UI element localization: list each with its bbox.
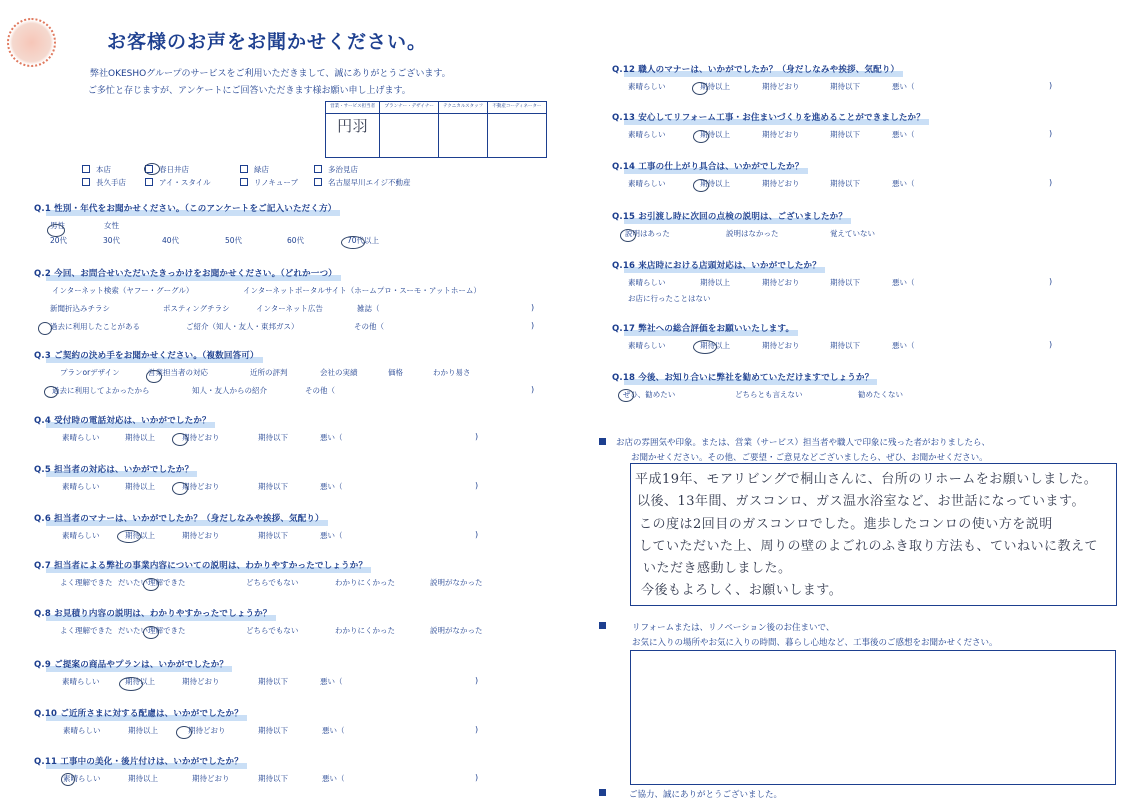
answer-option[interactable]: 期待以上 <box>700 82 730 91</box>
answer-option[interactable]: インターネット広告 <box>256 304 323 313</box>
answer-option[interactable]: 雑誌（ <box>357 304 380 313</box>
answer-circle <box>693 179 709 192</box>
handwritten-line: していただいた上、周りの壁のよごれのふき取り方法も、ていねいに教えて <box>639 539 1099 554</box>
answer-circle <box>144 163 160 175</box>
intro-line-2: ご多忙と存じますが、アンケートにご回答いただきます様お願い申し上げます。 <box>88 86 411 96</box>
answer-circle <box>341 236 365 249</box>
answer-option[interactable]: 悪い（ <box>320 433 343 442</box>
answer-option[interactable]: 素晴らしい <box>628 82 666 91</box>
answer-option[interactable]: 期待以下 <box>258 677 288 686</box>
seal-stamp <box>7 18 56 67</box>
close-paren: ) <box>475 481 479 490</box>
answer-option[interactable]: 悪い（ <box>892 341 915 350</box>
question-text <box>612 210 847 222</box>
answer-option[interactable]: 勧めたくない <box>858 390 903 399</box>
question-text <box>612 259 821 271</box>
answer-option[interactable]: 素晴らしい <box>628 179 666 188</box>
answer-option[interactable]: よく理解できた <box>60 626 113 635</box>
answer-option[interactable]: 期待以下 <box>830 278 860 287</box>
answer-option[interactable]: 過去に利用してよかったから <box>52 386 150 395</box>
answer-option[interactable]: 期待以下 <box>258 433 288 442</box>
answer-circle <box>117 530 141 543</box>
answer-option[interactable]: その他（ <box>305 386 335 395</box>
close-paren: ) <box>475 432 479 441</box>
close-paren: ) <box>475 773 479 782</box>
question-label: Q.5 担当者の対応は、いかがでしたか？ <box>34 465 194 475</box>
answer-option[interactable]: どちらでもない <box>246 626 299 635</box>
answer-option[interactable]: 期待どおり <box>182 482 220 491</box>
answer-option[interactable]: 期待どおり <box>762 82 800 91</box>
answer-circle <box>693 130 709 143</box>
store-label: 名古屋早川エイジ不動産 <box>328 178 411 187</box>
answer-option[interactable]: 期待どおり <box>762 278 800 287</box>
answer-option[interactable]: 説明がなかった <box>430 578 483 587</box>
close-paren: ) <box>1049 81 1053 90</box>
question-text <box>34 349 259 361</box>
store-checkbox[interactable] <box>240 165 248 173</box>
answer-circle <box>119 677 143 691</box>
answer-circle <box>44 386 58 398</box>
answer-circle <box>38 322 52 335</box>
question-label: Q.15 お引渡し時に次回の点検の説明は、ございましたか？ <box>612 212 848 222</box>
close-paren: ) <box>1049 178 1053 187</box>
answer-option[interactable]: 悪い（ <box>322 726 345 735</box>
bullet-square <box>599 622 606 629</box>
answer-option[interactable]: 知人・友人からの紹介 <box>192 386 267 395</box>
answer-circle <box>693 340 717 354</box>
answer-option[interactable]: プランorデザイン <box>60 368 120 377</box>
handwritten-line: 以後、13年間、ガスコンロ、ガス温水浴室など、お世話になっています。 <box>637 494 1085 509</box>
thanks-message: ご協力、誠にありがとうございました。 <box>629 790 783 800</box>
answer-option[interactable]: わかり易さ <box>433 368 471 377</box>
answer-option[interactable]: 素晴らしい <box>628 278 666 287</box>
store-checkbox[interactable] <box>240 178 248 186</box>
handwritten-line: 平成19年、モアリビングで桐山さんに、台所のリホームをお願いしました。 <box>635 472 1098 487</box>
comment-prompt-2b: お気に入りの場所やお気に入りの時間、暮らし心地など、工事後のご感想をお聞かせください。 <box>632 638 998 648</box>
close-paren: ) <box>531 303 535 312</box>
intro-line-1: 弊社OKESHOグループのサービスをご利用いただきまして、誠にありがとうございます。 <box>90 69 451 79</box>
answer-option[interactable]: 期待以上 <box>700 179 730 188</box>
answer-option[interactable]: 悪い（ <box>892 179 915 188</box>
store-checkbox[interactable] <box>82 178 90 186</box>
answer-option[interactable]: わかりにくかった <box>335 578 395 587</box>
question-label: Q.13 安心してリフォーム工事・お住まいづくりを進めることができましたか？ <box>612 113 925 123</box>
store-checkbox[interactable] <box>314 165 322 173</box>
answer-option[interactable]: 素晴らしい <box>63 774 101 783</box>
answer-circle <box>143 626 159 639</box>
question-text <box>612 160 804 172</box>
answer-option[interactable]: 期待以上 <box>125 531 155 540</box>
answer-option[interactable]: だいたい理解できた <box>118 626 186 635</box>
question-label: Q.12 職人のマナーは、いかがでしたか？（身だしなみや挨拶、気配り） <box>612 65 900 75</box>
answer-option[interactable]: 20代 <box>50 236 68 245</box>
answer-option[interactable]: 期待以上 <box>125 482 155 491</box>
close-paren: ) <box>475 725 479 734</box>
question-text <box>34 559 367 571</box>
question-label: Q.16 来店時における店頭対応は、いかがでしたか？ <box>612 261 821 271</box>
question-label: Q.17 弊社への総合評価をお願いいたします。 <box>612 324 795 334</box>
staff-header: 不動産コーディネーター <box>488 102 547 114</box>
answer-circle <box>172 482 188 495</box>
answer-option[interactable]: 悪い（ <box>892 82 915 91</box>
question-text <box>612 371 873 383</box>
answer-option[interactable]: 営業担当者の対応 <box>148 368 208 377</box>
comment-prompt-2a: リフォームまたは、リノベーション後のお住まいで、 <box>632 623 835 633</box>
answer-option[interactable]: どちらとも言えない <box>735 390 803 399</box>
staff-header: 営業・サービス担当者 <box>326 102 380 114</box>
question-text <box>34 755 243 767</box>
answer-option[interactable]: 悪い（ <box>320 677 343 686</box>
answer-option[interactable]: 期待どおり <box>192 774 230 783</box>
question-text <box>34 658 228 670</box>
answer-option[interactable]: 期待どおり <box>182 531 220 540</box>
answer-option[interactable]: どちらでもない <box>246 578 299 587</box>
handwritten-staff-name: 円羽 <box>337 117 369 135</box>
answer-option[interactable]: 期待どおり <box>182 677 220 686</box>
store-label: アイ・スタイル <box>159 178 211 187</box>
answer-option[interactable]: 期待以下 <box>830 82 860 91</box>
handwritten-line: 今後もよろしく、お願いします。 <box>641 583 843 598</box>
answer-circle <box>620 229 636 242</box>
answer-option[interactable]: 期待以下 <box>258 774 288 783</box>
answer-option[interactable]: 悪い（ <box>892 130 915 139</box>
answer-option[interactable]: 覚えていない <box>830 229 875 238</box>
answer-option[interactable]: 近所の評判 <box>250 368 288 377</box>
close-paren: ) <box>1049 340 1053 349</box>
answer-circle <box>692 82 708 95</box>
question-label: Q.3 ご契約の決め手をお聞かせください。（複数回答可） <box>34 351 259 361</box>
answer-option[interactable]: 期待以上 <box>700 341 730 350</box>
answer-option[interactable]: 期待どおり <box>762 130 800 139</box>
answer-option[interactable]: 期待以上 <box>700 130 730 139</box>
answer-circle <box>146 370 162 383</box>
answer-option[interactable]: 期待以下 <box>258 726 288 735</box>
answer-option[interactable]: 会社の実績 <box>320 368 358 377</box>
answer-circle <box>61 773 75 786</box>
answer-option[interactable]: 期待以上 <box>700 278 730 287</box>
comment-prompt-1b: お聞かせください。その他、ご要望・ご意見などございましたら、ぜひ、お聞かせください。 <box>631 453 988 463</box>
answer-option[interactable]: よく理解できた <box>60 578 113 587</box>
answer-option[interactable]: 期待以上 <box>128 774 158 783</box>
staff-cell-realestate[interactable] <box>488 114 547 158</box>
store-label: 春日井店 <box>159 165 189 174</box>
answer-option[interactable]: インターネット検索（ヤフー・グーグル） <box>52 286 194 295</box>
answer-circle <box>143 578 159 591</box>
answer-option[interactable]: 女性 <box>104 221 119 230</box>
question-text <box>612 111 925 123</box>
close-paren: ) <box>1049 129 1053 138</box>
answer-option[interactable]: 期待どおり <box>188 726 226 735</box>
answer-option[interactable]: 素晴らしい <box>628 130 666 139</box>
close-paren: ) <box>475 676 479 685</box>
question-label: Q.18 今後、お知り合いに弊社を勧めていただけますでしょうか？ <box>612 373 874 383</box>
comment-box-1[interactable] <box>630 463 1117 606</box>
answer-option[interactable]: 期待以下 <box>830 130 860 139</box>
answer-option[interactable]: 期待以下 <box>830 179 860 188</box>
page-title: お客様のお声をお聞かせください。 <box>107 31 428 53</box>
bullet-square <box>599 438 606 445</box>
answer-circle <box>47 224 65 237</box>
question-text <box>34 267 337 279</box>
answer-option[interactable]: 期待以下 <box>258 531 288 540</box>
question-text <box>34 707 243 719</box>
question-label: Q.2 今回、お問合せいただいたきっかけをお聞かせください。（どれか一つ） <box>34 269 337 279</box>
answer-option[interactable]: 素晴らしい <box>628 341 666 350</box>
question-label: Q.9 ご提案の商品やプランは、いかがでしたか？ <box>34 660 229 670</box>
answer-option[interactable]: 70代以上 <box>347 236 380 245</box>
answer-option[interactable]: 期待どおり <box>182 433 220 442</box>
answer-option[interactable]: 過去に利用したことがある <box>50 322 140 331</box>
staff-cell-technical[interactable] <box>439 114 488 158</box>
question-text <box>34 414 211 426</box>
store-label: リノキューブ <box>254 178 299 187</box>
answer-option[interactable]: その他（ <box>354 322 384 331</box>
staff-header: テクニカルスタッフ <box>439 102 488 114</box>
answer-option[interactable]: 素晴らしい <box>62 482 100 491</box>
question-text <box>34 607 272 619</box>
answer-option[interactable]: ポスティングチラシ <box>163 304 230 313</box>
bullet-square <box>599 789 606 796</box>
answer-option[interactable]: 素晴らしい <box>62 677 100 686</box>
answer-option[interactable]: 説明はあった <box>625 229 670 238</box>
answer-option[interactable]: 悪い（ <box>320 531 343 540</box>
answer-option[interactable]: わかりにくかった <box>335 626 395 635</box>
close-paren: ) <box>1049 277 1053 286</box>
question-text <box>612 63 899 75</box>
answer-option[interactable]: 期待以上 <box>125 677 155 686</box>
answer-option[interactable]: 素晴らしい <box>63 726 101 735</box>
store-label: 長久手店 <box>96 178 126 187</box>
question-text <box>34 202 336 214</box>
question-label: Q.1 性別・年代をお聞かせください。（このアンケートをご記入いただく方） <box>34 204 337 214</box>
store-label: 本店 <box>96 165 111 174</box>
answer-option[interactable]: 60代 <box>287 236 305 245</box>
staff-header: プランナー・デザイナー <box>380 102 439 114</box>
answer-option[interactable]: だいたい理解できた <box>118 578 186 587</box>
store-checkbox[interactable] <box>145 178 153 186</box>
question-label: Q.14 工事の仕上がり具合は、いかがでしたか？ <box>612 162 804 172</box>
answer-option[interactable]: 50代 <box>225 236 243 245</box>
handwritten-line: この度は2回目のガスコンロでした。進歩したコンロの使い方を説明 <box>639 517 1053 532</box>
answer-circle <box>176 726 192 739</box>
answer-option[interactable]: ご紹介（知人・友人・東邦ガス） <box>186 322 299 331</box>
answer-option[interactable]: 期待以上 <box>125 433 155 442</box>
answer-option[interactable]: 男性 <box>50 221 65 230</box>
store-label: 多治見店 <box>328 165 358 174</box>
staff-cell-sales[interactable] <box>326 114 380 158</box>
answer-option[interactable]: 悪い（ <box>892 278 915 287</box>
answer-option[interactable]: 期待以下 <box>258 482 288 491</box>
answer-option[interactable]: ぜひ、勧めたい <box>623 390 676 399</box>
question-label: Q.8 お見積り内容の説明は、わかりやすかったでしょうか？ <box>34 609 272 619</box>
answer-option[interactable]: 価格 <box>388 368 403 377</box>
answer-option[interactable]: 素晴らしい <box>62 433 100 442</box>
question-label: Q.4 受付時の電話対応は、いかがでしたか？ <box>34 416 211 426</box>
close-paren: ) <box>531 321 535 330</box>
comment-prompt-1a: お店の雰囲気や印象。または、営業（サービス）担当者や職人で印象に残った者がおりましたら、 <box>616 438 991 448</box>
question-label: Q.10 ご近所さまに対する配慮は、いかがでしたか？ <box>34 709 243 719</box>
answer-circle <box>172 433 188 446</box>
answer-option[interactable]: 30代 <box>103 236 121 245</box>
handwritten-line: いただき感動しました。 <box>643 561 792 576</box>
answer-option[interactable]: 新聞折込みチラシ <box>50 304 110 313</box>
staff-table <box>325 101 547 158</box>
question-label: Q.6 担当者のマナーは、いかがでしたか？（身だしなみや挨拶、気配り） <box>34 514 324 524</box>
answer-option[interactable]: 説明がなかった <box>430 626 483 635</box>
answer-option[interactable]: 悪い（ <box>322 774 345 783</box>
store-checkbox[interactable] <box>82 165 90 173</box>
question-text <box>34 512 324 524</box>
answer-option[interactable]: 期待どおり <box>762 341 800 350</box>
answer-option[interactable]: 期待以上 <box>128 726 158 735</box>
question-text <box>612 322 794 334</box>
comment-box-2[interactable] <box>630 650 1116 785</box>
store-checkbox[interactable] <box>314 178 322 186</box>
answer-circle <box>618 389 634 402</box>
answer-option[interactable]: 悪い（ <box>320 482 343 491</box>
answer-option[interactable]: 素晴らしい <box>62 531 100 540</box>
close-paren: ) <box>475 530 479 539</box>
store-label: 緑店 <box>254 165 269 174</box>
question-text <box>34 463 193 475</box>
answer-option[interactable]: 期待どおり <box>762 179 800 188</box>
answer-option[interactable]: 説明はなかった <box>726 229 779 238</box>
answer-option[interactable]: 期待以下 <box>830 341 860 350</box>
answer-option[interactable]: 40代 <box>162 236 180 245</box>
staff-cell-planner[interactable] <box>380 114 439 158</box>
answer-option[interactable]: インターネットポータルサイト（ホームプロ・スーモ・アットホーム） <box>243 286 481 295</box>
close-paren: ) <box>531 385 535 394</box>
question-label: Q.11 工事中の美化・後片付けは、いかがでしたか？ <box>34 757 243 767</box>
question-label: Q.7 担当者による弊社の事業内容についての説明は、わかりやすかったでしょうか？ <box>34 561 368 571</box>
answer-option[interactable]: お店に行ったことはない <box>628 294 711 303</box>
